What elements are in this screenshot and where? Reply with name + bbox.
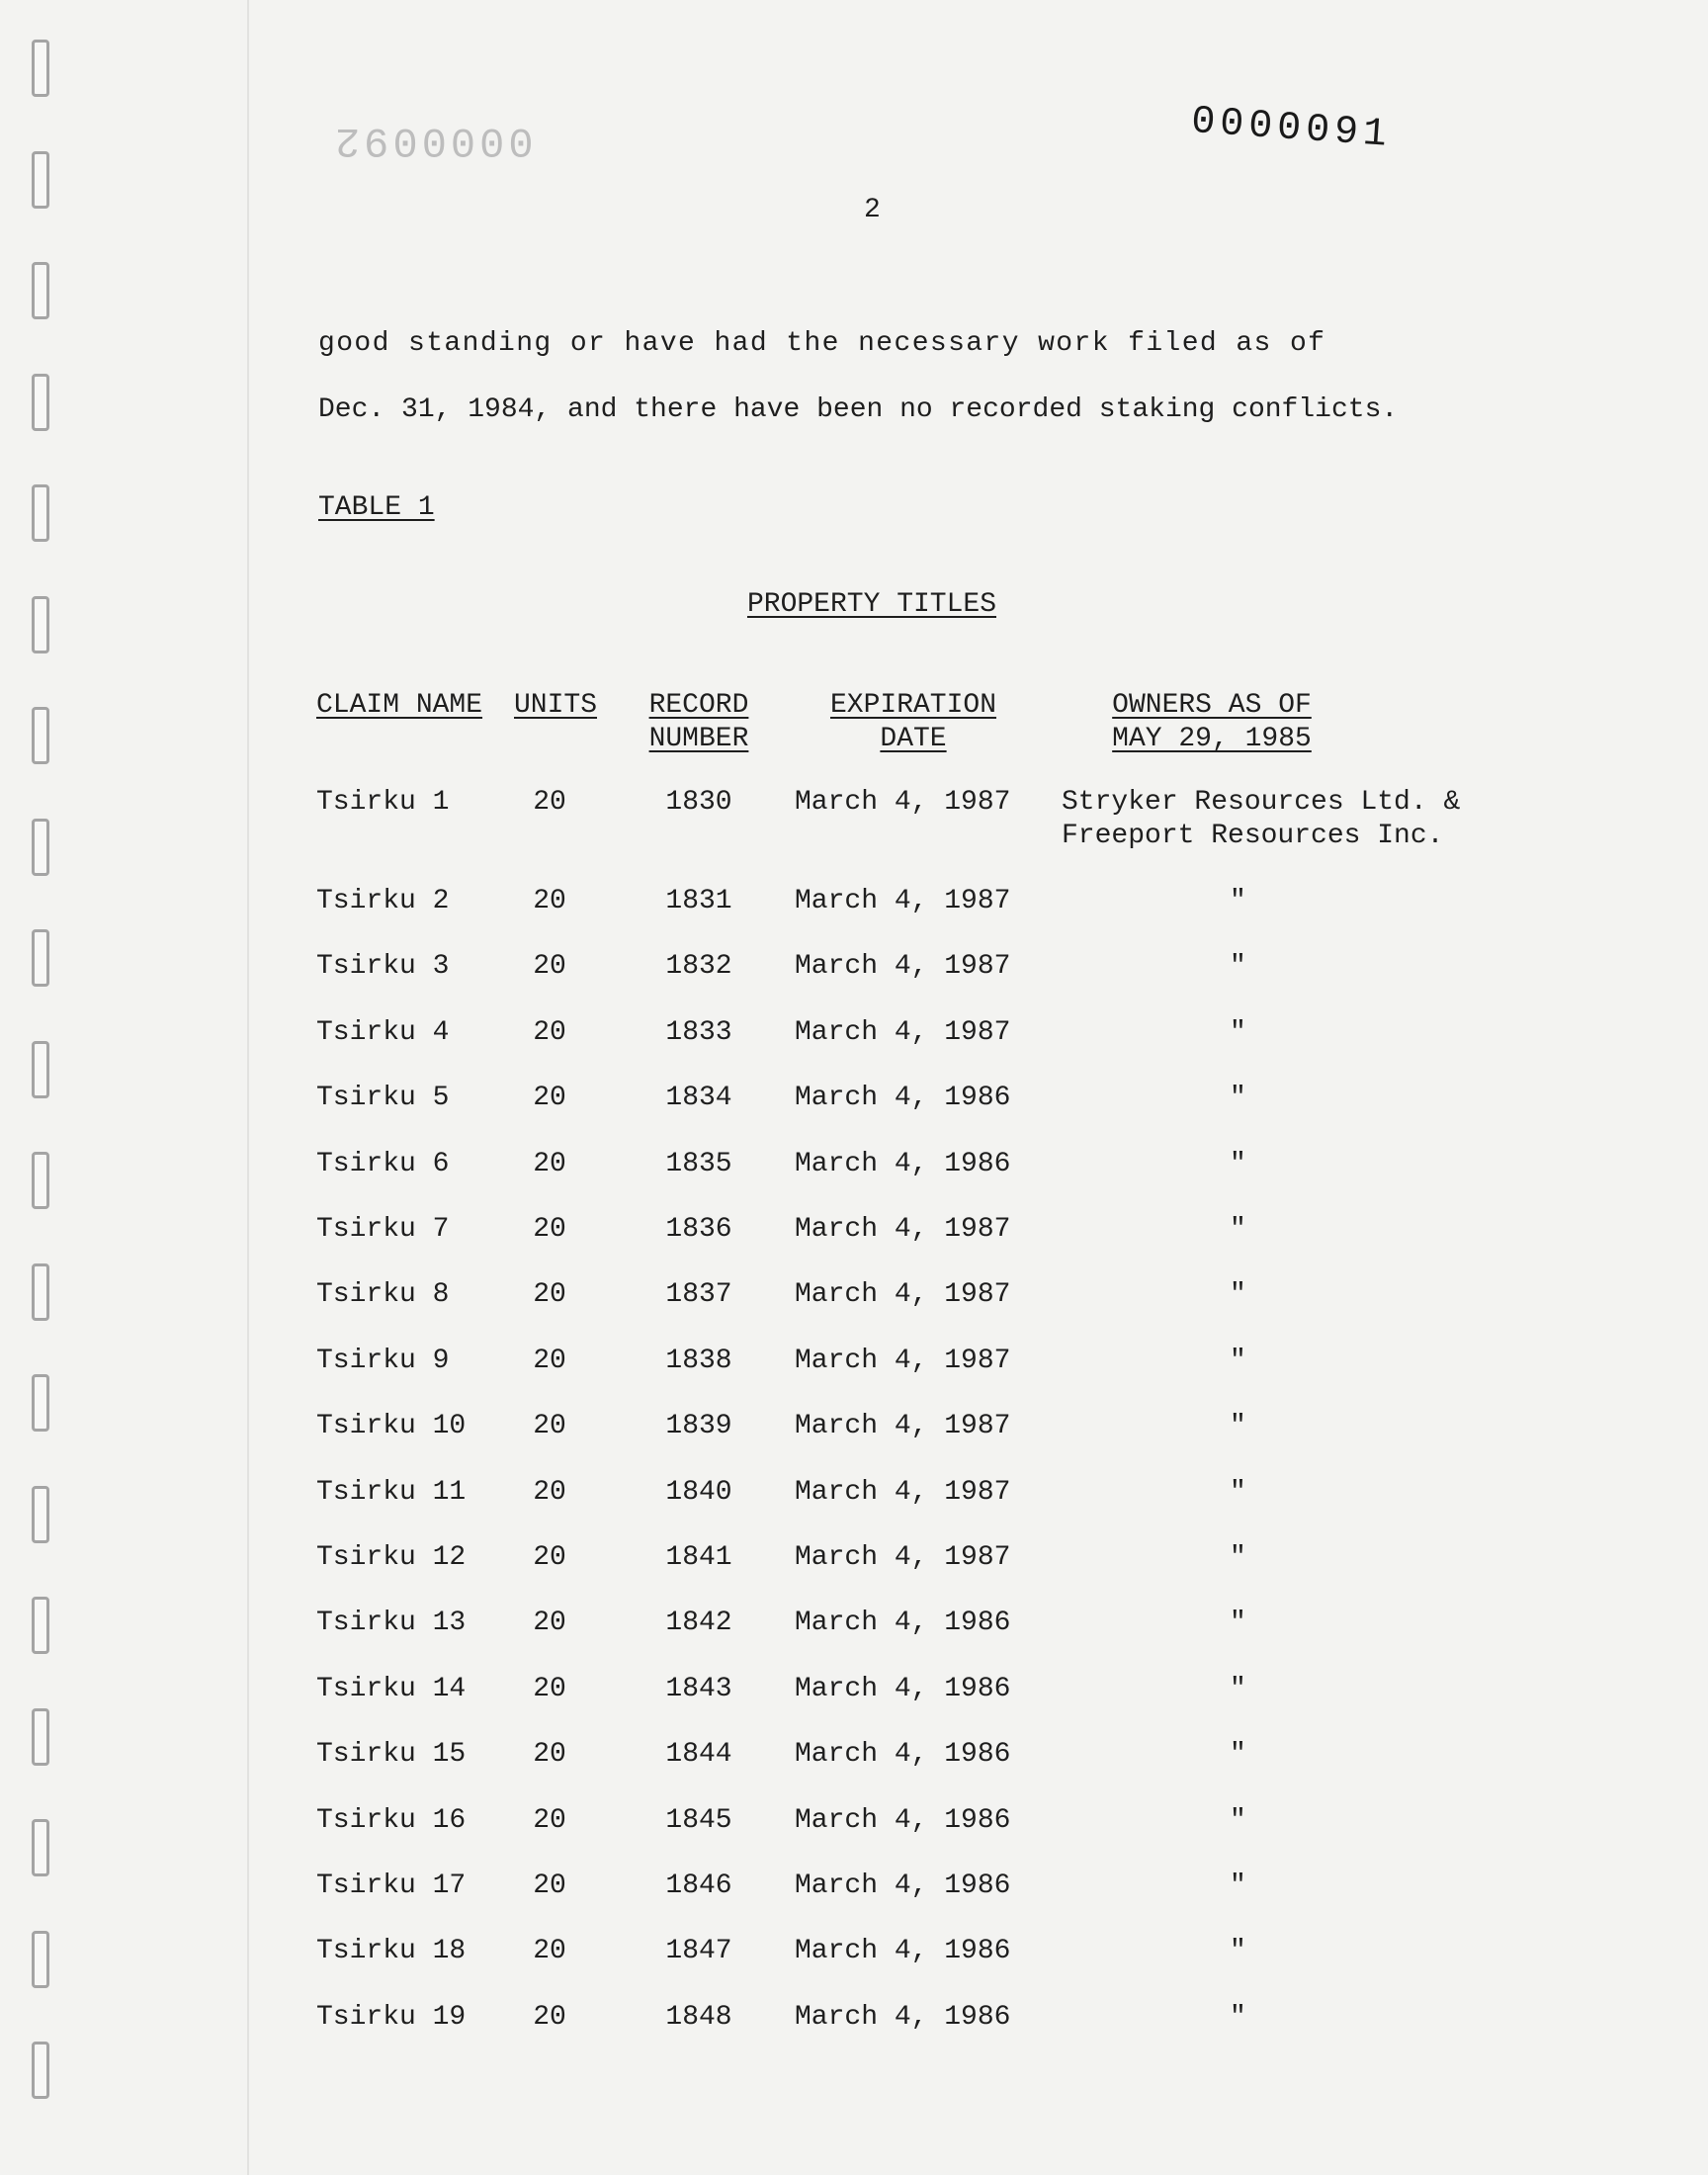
ditto-mark: ": [1230, 1739, 1246, 1770]
claim-name: Tsirku 10: [316, 1411, 467, 1441]
ditto-mark: ": [1230, 1083, 1246, 1113]
perforation-hole: [32, 819, 49, 876]
claim-name: Tsirku 6: [316, 1149, 450, 1179]
header-owners-line1: OWNERS AS OF: [1112, 690, 1312, 721]
claim-name: Tsirku 11: [316, 1477, 467, 1508]
units: 20: [533, 1017, 566, 1048]
perforation-hole: [32, 2042, 49, 2099]
units: 20: [533, 1805, 566, 1836]
record-number: 1835: [665, 1149, 732, 1179]
table-row: [0, 886, 1708, 925]
table-row: [0, 1083, 1708, 1122]
units: 20: [533, 1739, 566, 1770]
ditto-mark: ": [1230, 1214, 1246, 1245]
table-row: [0, 2002, 1708, 2042]
owner-line: Freeport Resources Inc.: [1062, 821, 1444, 851]
record-number: 1843: [665, 1674, 732, 1704]
record-number: 1833: [665, 1017, 732, 1048]
units: 20: [533, 1083, 566, 1113]
claim-name: Tsirku 7: [316, 1214, 450, 1245]
record-number: 1840: [665, 1477, 732, 1508]
ditto-mark: ": [1230, 1411, 1246, 1441]
ditto-mark: ": [1230, 1017, 1246, 1048]
units: 20: [533, 951, 566, 982]
record-number: 1831: [665, 886, 732, 916]
header-record-number: [646, 689, 751, 756]
claim-name: Tsirku 5: [316, 1083, 450, 1113]
ditto-mark: ": [1230, 1149, 1246, 1179]
units: 20: [533, 1870, 566, 1901]
units: 20: [533, 886, 566, 916]
record-number: 1842: [665, 1608, 732, 1638]
table-row: [0, 787, 1708, 851]
units: 20: [533, 1477, 566, 1508]
expiration-date: March 4, 1987: [795, 1214, 1011, 1245]
table-label: TABLE 1: [318, 492, 435, 523]
owner-line: Stryker Resources Ltd. &: [1062, 787, 1461, 818]
claim-name: Tsirku 12: [316, 1542, 467, 1573]
claim-name: Tsirku 16: [316, 1805, 467, 1836]
claim-name: Tsirku 3: [316, 951, 450, 982]
ditto-mark: ": [1230, 1542, 1246, 1573]
units: 20: [533, 1279, 566, 1310]
claim-name: Tsirku 17: [316, 1870, 467, 1901]
table-row: [0, 1411, 1708, 1450]
units: 20: [533, 1411, 566, 1441]
claim-name: Tsirku 19: [316, 2002, 467, 2033]
expiration-date: March 4, 1987: [795, 1542, 1011, 1573]
expiration-date: March 4, 1986: [795, 1608, 1011, 1638]
perforation-hole: [32, 707, 49, 764]
units: 20: [533, 787, 566, 818]
ditto-mark: ": [1230, 1805, 1246, 1836]
header-owners-line2: MAY 29, 1985: [1112, 724, 1312, 754]
units: 20: [533, 1936, 566, 1966]
ditto-mark: ": [1230, 1346, 1246, 1376]
expiration-date: March 4, 1987: [795, 951, 1011, 982]
table-title: PROPERTY TITLES: [746, 589, 997, 620]
header-claim-name: CLAIM NAME: [316, 690, 483, 721]
record-number: 1834: [665, 1083, 732, 1113]
ditto-mark: ": [1230, 1674, 1246, 1704]
ditto-mark: ": [1230, 1477, 1246, 1508]
record-number: 1848: [665, 2002, 732, 2033]
ditto-mark: ": [1230, 1870, 1246, 1901]
claim-name: Tsirku 15: [316, 1739, 467, 1770]
expiration-date: March 4, 1986: [795, 1870, 1011, 1901]
header-owners: [1109, 689, 1315, 756]
claim-name: Tsirku 1: [316, 787, 450, 818]
perforation-hole: [32, 374, 49, 431]
page-number-stamp: 0000091: [1189, 99, 1394, 159]
perforation-hole: [32, 484, 49, 542]
table-row: [0, 1477, 1708, 1517]
header-record-line2: NUMBER: [648, 724, 749, 754]
faded-page-stamp: 0000092: [331, 117, 534, 164]
table-row: [0, 1608, 1708, 1647]
record-number: 1845: [665, 1805, 732, 1836]
expiration-date: March 4, 1986: [795, 1739, 1011, 1770]
perforation-hole: [32, 262, 49, 319]
record-number: 1837: [665, 1279, 732, 1310]
units: 20: [533, 1542, 566, 1573]
expiration-date: March 4, 1987: [795, 886, 1011, 916]
header-expiration-line2: DATE: [880, 724, 947, 754]
header-units: UNITS: [514, 690, 598, 721]
record-number: 1838: [665, 1346, 732, 1376]
expiration-date: March 4, 1987: [795, 787, 1011, 818]
claim-name: Tsirku 13: [316, 1608, 467, 1638]
claim-name: Tsirku 18: [316, 1936, 467, 1966]
claim-name: Tsirku 2: [316, 886, 450, 916]
table-row: [0, 1674, 1708, 1713]
record-number: 1847: [665, 1936, 732, 1966]
record-number: 1830: [665, 787, 732, 818]
table-row: [0, 1214, 1708, 1254]
record-number: 1841: [665, 1542, 732, 1573]
ditto-mark: ": [1230, 951, 1246, 982]
units: 20: [533, 1608, 566, 1638]
table-row: [0, 951, 1708, 991]
claim-name: Tsirku 14: [316, 1674, 467, 1704]
table-row: [0, 1870, 1708, 1910]
ditto-mark: ": [1230, 2002, 1246, 2033]
expiration-date: March 4, 1986: [795, 1674, 1011, 1704]
ditto-mark: ": [1230, 1936, 1246, 1966]
table-row: [0, 1805, 1708, 1845]
claim-name: Tsirku 4: [316, 1017, 450, 1048]
expiration-date: March 4, 1987: [795, 1017, 1011, 1048]
perforation-hole: [32, 151, 49, 209]
table-row: [0, 1346, 1708, 1385]
header-expiration-date: [828, 689, 998, 756]
units: 20: [533, 2002, 566, 2033]
claim-name: Tsirku 8: [316, 1279, 450, 1310]
table-row: [0, 1279, 1708, 1319]
expiration-date: March 4, 1986: [795, 1805, 1011, 1836]
table-row: [0, 1936, 1708, 1975]
header-record-line1: RECORD: [648, 690, 749, 721]
expiration-date: March 4, 1987: [795, 1279, 1011, 1310]
claim-name: Tsirku 9: [316, 1346, 450, 1376]
page-number: 2: [864, 195, 881, 225]
units: 20: [533, 1214, 566, 1245]
expiration-date: March 4, 1986: [795, 1936, 1011, 1966]
record-number: 1844: [665, 1739, 732, 1770]
expiration-date: March 4, 1987: [795, 1346, 1011, 1376]
record-number: 1832: [665, 951, 732, 982]
ditto-mark: ": [1230, 1279, 1246, 1310]
expiration-date: March 4, 1987: [795, 1477, 1011, 1508]
record-number: 1836: [665, 1214, 732, 1245]
units: 20: [533, 1149, 566, 1179]
header-expiration-line1: EXPIRATION: [829, 690, 997, 721]
table-row: [0, 1149, 1708, 1188]
units: 20: [533, 1346, 566, 1376]
expiration-date: March 4, 1986: [795, 1083, 1011, 1113]
table-row: [0, 1017, 1708, 1057]
record-number: 1846: [665, 1870, 732, 1901]
paragraph-line: Dec. 31, 1984, and there have been no recorded staking conflicts.: [318, 394, 1399, 425]
expiration-date: March 4, 1986: [795, 2002, 1011, 2033]
table-row: [0, 1739, 1708, 1779]
record-number: 1839: [665, 1411, 732, 1441]
perforation-hole: [32, 40, 49, 97]
ditto-mark: ": [1230, 886, 1246, 916]
expiration-date: March 4, 1986: [795, 1149, 1011, 1179]
expiration-date: March 4, 1987: [795, 1411, 1011, 1441]
paragraph-line: good standing or have had the necessary work filed as of: [318, 328, 1326, 359]
units: 20: [533, 1674, 566, 1704]
ditto-mark: ": [1230, 1608, 1246, 1638]
table-row: [0, 1542, 1708, 1582]
